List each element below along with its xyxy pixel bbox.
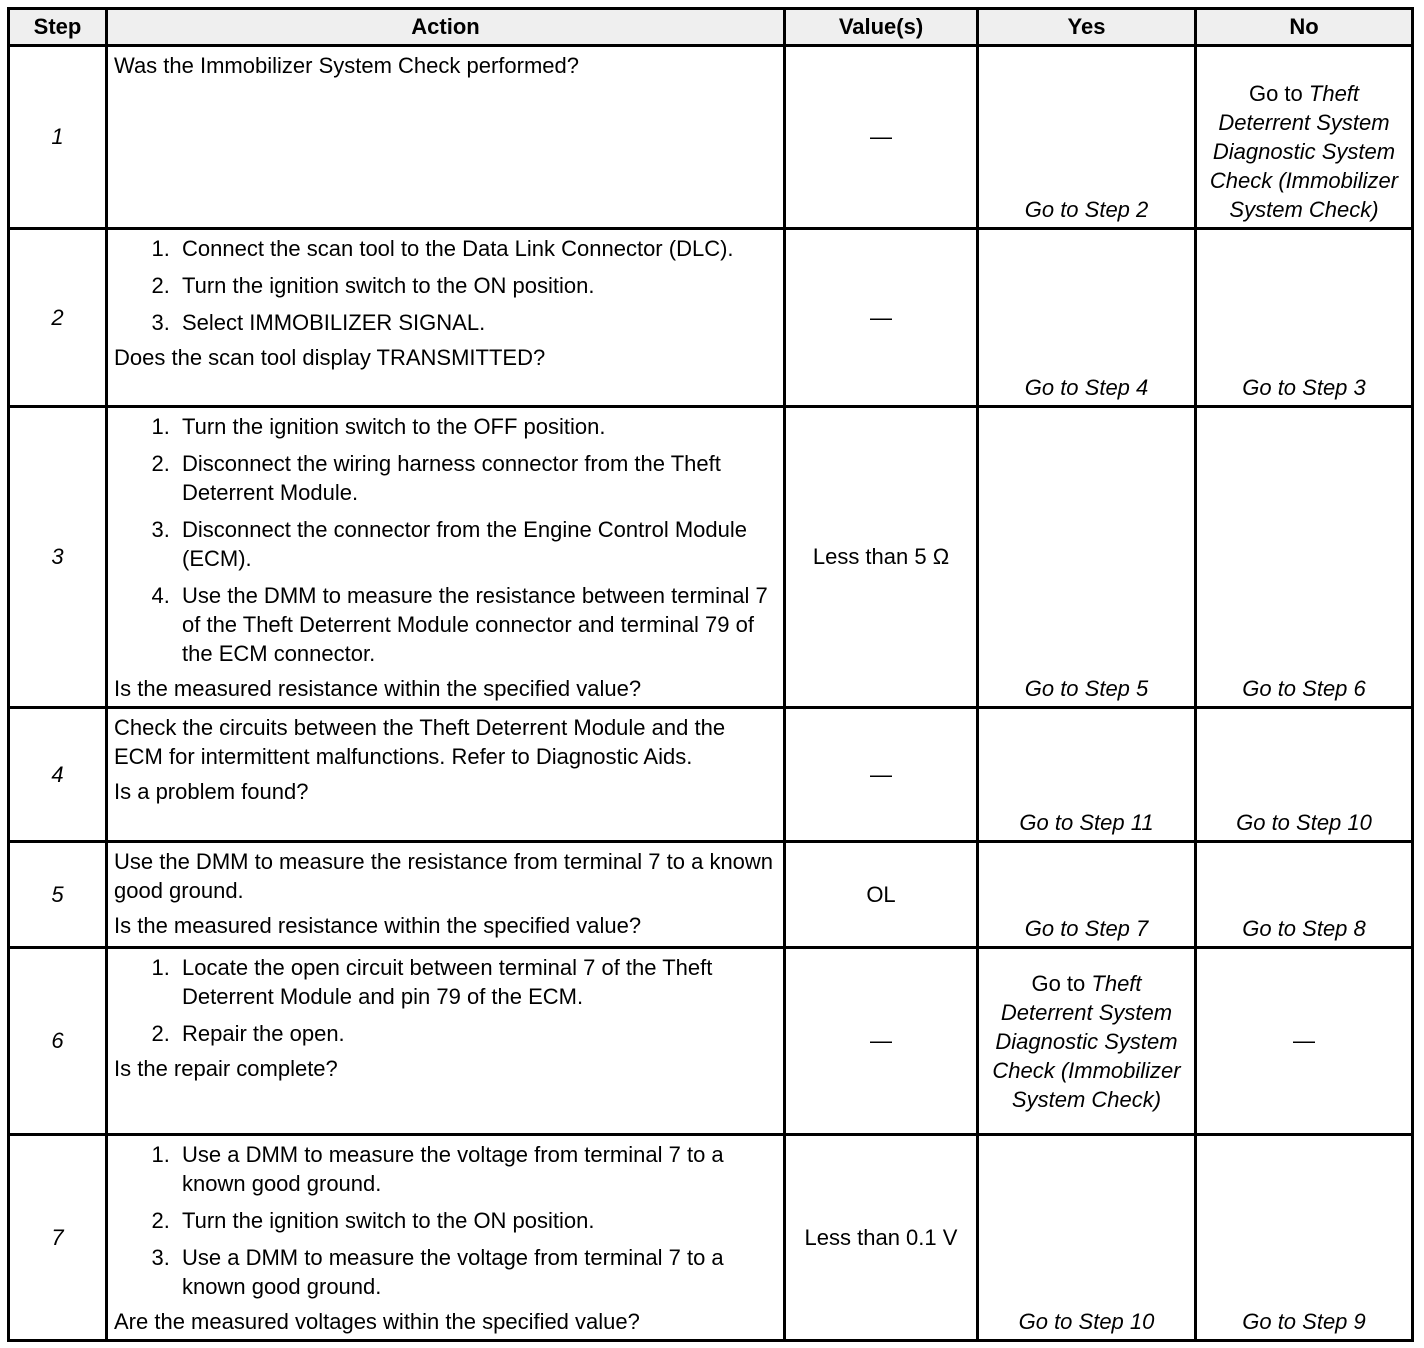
diagnostic-table [7, 7, 1414, 1342]
action-cell [107, 229, 785, 407]
table-row [9, 1135, 1413, 1341]
header-action: Action [107, 9, 785, 46]
action-item: 2. Turn the ignition switch to the ON position. [176, 1206, 777, 1235]
header-values: Value(s) [785, 9, 978, 46]
action-question: Is the repair complete? [114, 1056, 338, 1081]
action-item: 2. Turn the ignition switch to the ON position. [176, 271, 777, 300]
step-number: 3 [9, 407, 107, 708]
value-cell: Less than 5 Ω [785, 407, 978, 708]
table-row [9, 708, 1413, 842]
action-cell [107, 708, 785, 842]
action-item: 4. Use the DMM to measure the resistance between terminal 7 of the Theft Deterrent Module connector and terminal 79 of the ECM connector. [176, 581, 777, 668]
action-cell [107, 407, 785, 708]
yes-cell: Go to Step 5 [978, 407, 1196, 708]
table-row [9, 229, 1413, 407]
header-no: No [1196, 9, 1413, 46]
action-question: Is the measured resistance within the specified value? [114, 676, 642, 701]
action-cell [107, 1135, 785, 1341]
action-question: Is a problem found? [114, 779, 309, 804]
action-question: Is the measured resistance within the specified value? [114, 913, 642, 938]
no-prefix: Go to [1248, 81, 1303, 106]
table-row [9, 842, 1413, 948]
action-item: 3. Use a DMM to measure the voltage from terminal 7 to a known good ground. [176, 1243, 777, 1301]
step-number: 1 [9, 46, 107, 229]
action-cell [107, 46, 785, 229]
action-question: Was the Immobilizer System Check performed? [114, 53, 579, 78]
table-row [9, 948, 1413, 1135]
yes-cell: Go to Step 7 [978, 842, 1196, 948]
action-cell [107, 842, 785, 948]
no-cell: Go to Step 6 [1196, 407, 1413, 708]
header-step: Step [9, 9, 107, 46]
header-row [9, 9, 1413, 46]
no-cell: Go to Step 10 [1196, 708, 1413, 842]
action-item: 2. Repair the open. [176, 1019, 777, 1048]
value-cell: — [785, 948, 978, 1135]
action-text: Use the DMM to measure the resistance from terminal 7 to a known good ground. [114, 849, 774, 903]
header-yes: Yes [978, 9, 1196, 46]
no-cell: Go to Step 8 [1196, 842, 1413, 948]
yes-link: Theft Deterrent System Diagnostic System Check (Immobilizer System Check) [992, 970, 1181, 1112]
action-steps [114, 412, 777, 668]
value-cell: — [785, 46, 978, 229]
yes-cell: Go to Step 10 [978, 1135, 1196, 1341]
table-row [9, 407, 1413, 708]
yes-cell: Go to Step 2 [978, 46, 1196, 229]
action-steps [114, 953, 777, 1048]
yes-cell: Go to Step 4 [978, 229, 1196, 407]
value-cell: Less than 0.1 V [785, 1135, 978, 1341]
step-number: 6 [9, 948, 107, 1135]
no-cell [1196, 46, 1413, 229]
action-question: Are the measured voltages within the specified value? [114, 1309, 640, 1334]
action-item: 3. Select IMMOBILIZER SIGNAL. [176, 308, 777, 337]
action-item: 2. Disconnect the wiring harness connector from the Theft Deterrent Module. [176, 449, 777, 507]
yes-prefix: Go to [1031, 970, 1086, 996]
step-number: 7 [9, 1135, 107, 1341]
yes-cell [978, 948, 1196, 1135]
no-cell: Go to Step 9 [1196, 1135, 1413, 1341]
step-number: 4 [9, 708, 107, 842]
action-item: 1. Locate the open circuit between terminal 7 of the Theft Deterrent Module and pin 79 of the ECM. [176, 953, 777, 1011]
value-cell: — [785, 229, 978, 407]
action-steps [114, 234, 777, 337]
action-item: 3. Disconnect the connector from the Engine Control Module (ECM). [176, 515, 777, 573]
action-steps [114, 1140, 777, 1301]
no-link: Theft Deterrent System Diagnostic System Check (Immobilizer System Check) [1209, 81, 1399, 222]
no-cell: Go to Step 3 [1196, 229, 1413, 407]
no-cell: — [1196, 948, 1413, 1135]
value-cell: — [785, 708, 978, 842]
action-text: Check the circuits between the Theft Deterrent Module and the ECM for intermittent malfunctions. Refer to Diagnostic Aids. [114, 715, 726, 769]
action-item: 1. Use a DMM to measure the voltage from terminal 7 to a known good ground. [176, 1140, 777, 1198]
value-cell: OL [785, 842, 978, 948]
action-item: 1. Connect the scan tool to the Data Link Connector (DLC). [176, 234, 777, 263]
step-number: 2 [9, 229, 107, 407]
action-cell [107, 948, 785, 1135]
yes-cell: Go to Step 11 [978, 708, 1196, 842]
table-row [9, 46, 1413, 229]
action-question: Does the scan tool display TRANSMITTED? [114, 345, 546, 370]
step-number: 5 [9, 842, 107, 948]
action-item: 1. Turn the ignition switch to the OFF position. [176, 412, 777, 441]
